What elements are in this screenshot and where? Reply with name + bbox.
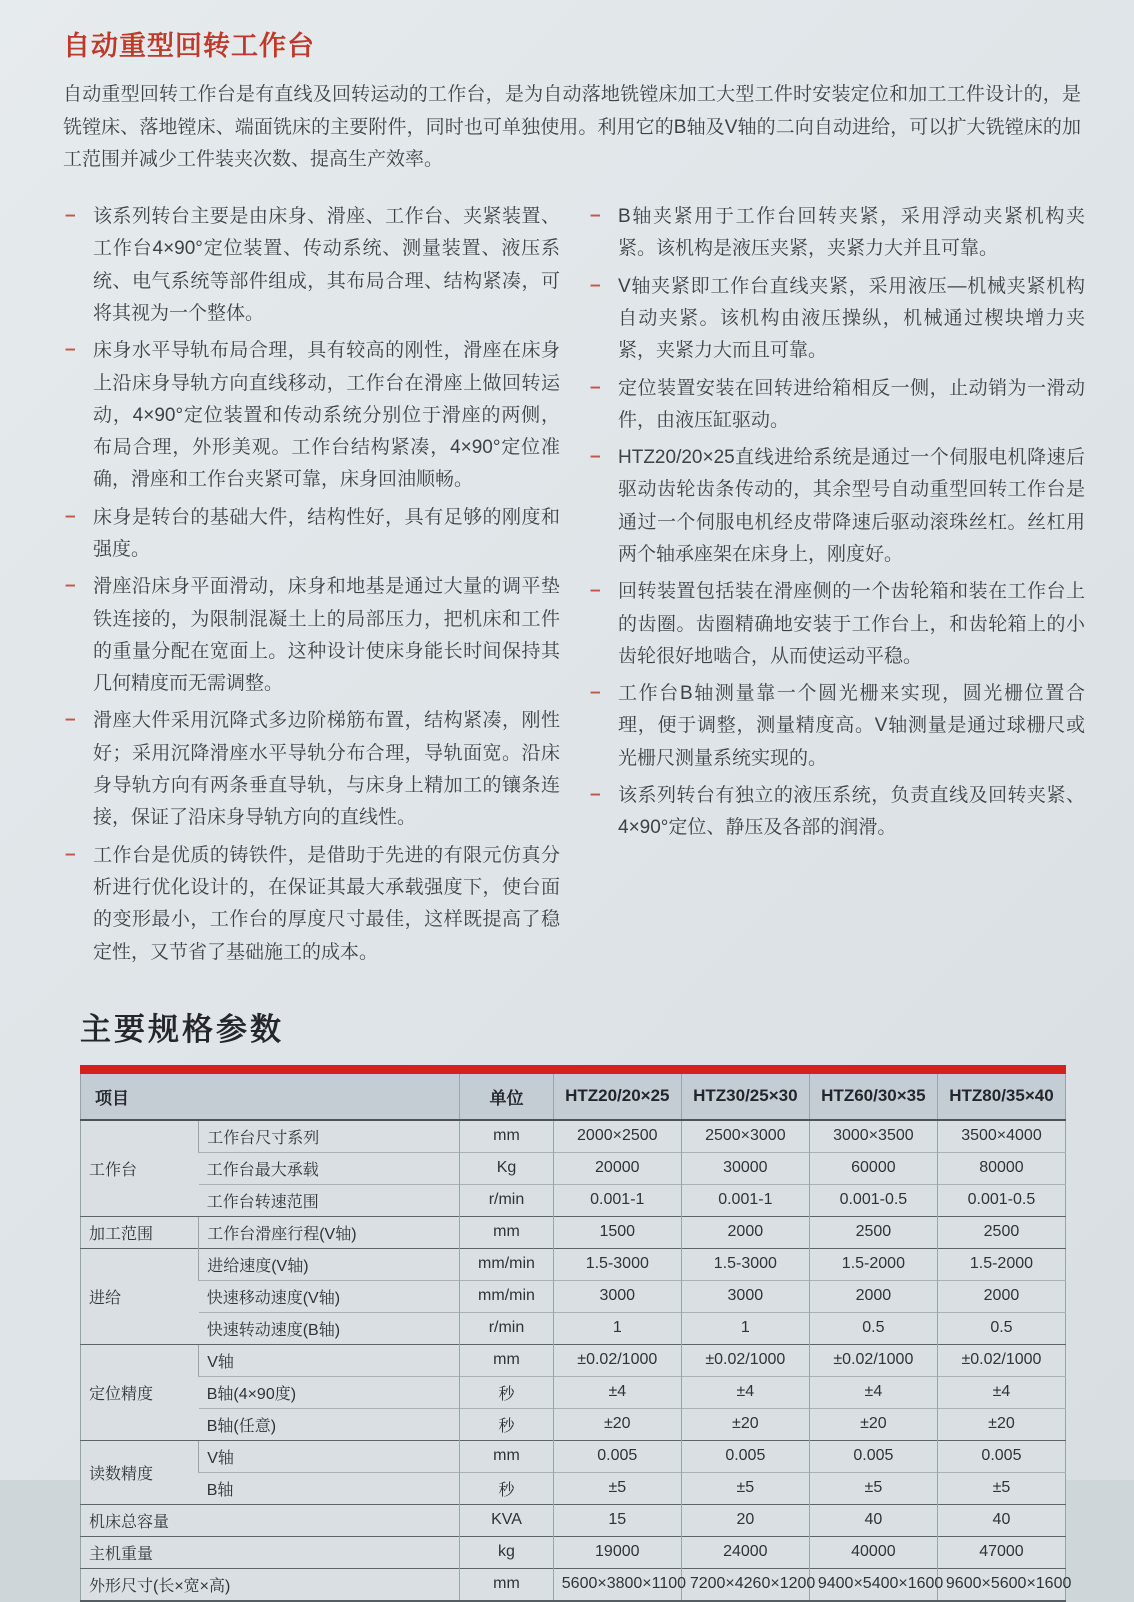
feature-item: – 回转装置包括装在滑座侧的一个齿轮箱和装在工作台上的齿圈。齿圈精确地安装于工作台上，和齿轮箱上的小齿轮很好地啮合，从而使运动平稳。 xyxy=(588,576,1085,673)
row-unit: r/min xyxy=(460,1184,554,1216)
table-row xyxy=(81,1216,1066,1248)
row-value: 40 xyxy=(937,1504,1065,1536)
header-unit: 单位 xyxy=(460,1074,554,1120)
row-value: ±5 xyxy=(681,1472,809,1504)
row-value: ±4 xyxy=(809,1376,937,1408)
feature-item: – V轴夹紧即工作台直线夹紧，采用液压—机械夹紧机构自动夹紧。该机构由液压操纵，机械通过楔块增力夹紧，夹紧力大而且可靠。 xyxy=(588,271,1085,368)
row-value: 2000 xyxy=(937,1280,1065,1312)
row-group-label: 机床总容量 xyxy=(81,1504,460,1536)
feature-item: – B轴夹紧用于工作台回转夹紧，采用浮动夹紧机构夹紧。该机构是液压夹紧，夹紧力大并且可靠。 xyxy=(588,201,1085,266)
row-value: 0.001-1 xyxy=(681,1184,809,1216)
row-value: 47000 xyxy=(937,1536,1065,1568)
feature-column-right xyxy=(588,201,1085,974)
row-unit: KVA xyxy=(460,1504,554,1536)
row-item-label: B轴(任意) xyxy=(199,1408,460,1440)
row-value: ±0.02/1000 xyxy=(553,1344,681,1376)
spec-table-head xyxy=(81,1074,1066,1120)
row-item-label: 工作台最大承载 xyxy=(199,1152,460,1184)
feature-item: – HTZ20/20×25直线进给系统是通过一个伺服电机降速后驱动齿轮齿条传动的，其余型号自动重型回转工作台是通过一个伺服电机经皮带降速后驱动滚珠丝杠。丝杠用两个轴承座架在床身上，刚度好。 xyxy=(588,442,1085,571)
row-value: ±5 xyxy=(553,1472,681,1504)
row-unit: 秒 xyxy=(460,1376,554,1408)
row-group-label: 加工范围 xyxy=(81,1216,199,1248)
feature-item: – 工作台是优质的铸铁件，是借助于先进的有限元仿真分析进行优化设计的，在保证其最大承载强度下，使台面的变形最小，工作台的厚度尺寸最佳，这样既提高了稳定性，又节省了基础施工的成本。 xyxy=(63,840,560,969)
row-value: 1500 xyxy=(553,1216,681,1248)
row-value: ±4 xyxy=(553,1376,681,1408)
feature-item: – 床身是转台的基础大件，结构性好，具有足够的刚度和强度。 xyxy=(63,502,560,567)
row-value: 9400×5400×1600 xyxy=(809,1568,937,1601)
row-value: 1.5-3000 xyxy=(553,1248,681,1280)
row-value: 2500 xyxy=(937,1216,1065,1248)
row-value: 1.5-2000 xyxy=(937,1248,1065,1280)
row-item-label: B轴 xyxy=(199,1472,460,1504)
row-value: 7200×4260×1200 xyxy=(681,1568,809,1601)
feature-item: – 定位装置安装在回转进给箱相反一侧，止动销为一滑动件，由液压缸驱动。 xyxy=(588,373,1085,438)
spec-table-container xyxy=(80,1065,1072,1602)
row-value: 3500×4000 xyxy=(937,1120,1065,1153)
features-right-list xyxy=(588,201,1085,845)
row-value: 0.005 xyxy=(809,1440,937,1472)
row-unit: mm xyxy=(460,1440,554,1472)
row-value: 3000 xyxy=(681,1280,809,1312)
page-title: 自动重型回转工作台 xyxy=(63,31,315,61)
row-value: 0.005 xyxy=(681,1440,809,1472)
row-value: 60000 xyxy=(809,1152,937,1184)
feature-item: – 滑座沿床身平面滑动，床身和地基是通过大量的调平垫铁连接的，为限制混凝土上的局部压力，把机床和工件的重量分配在宽面上。这种设计使床身能长时间保持其几何精度而无需调整。 xyxy=(63,571,560,700)
header-item: 项目 xyxy=(81,1074,460,1120)
row-value: 3000×3500 xyxy=(809,1120,937,1153)
row-value: ±20 xyxy=(809,1408,937,1440)
features-left-list xyxy=(63,201,560,969)
row-value: ±20 xyxy=(553,1408,681,1440)
row-unit: 秒 xyxy=(460,1472,554,1504)
row-value: 2500×3000 xyxy=(681,1120,809,1153)
feature-columns xyxy=(63,201,1085,974)
row-value: 19000 xyxy=(553,1536,681,1568)
row-value: 2000 xyxy=(809,1280,937,1312)
feature-column-left xyxy=(63,201,560,974)
row-value: ±0.02/1000 xyxy=(681,1344,809,1376)
table-row xyxy=(81,1184,1066,1216)
row-value: 2000 xyxy=(681,1216,809,1248)
row-value: 40 xyxy=(809,1504,937,1536)
row-value: ±5 xyxy=(809,1472,937,1504)
row-unit: kg xyxy=(460,1536,554,1568)
row-value: 1.5-3000 xyxy=(681,1248,809,1280)
header-model-1: HTZ20/20×25 xyxy=(553,1074,681,1120)
feature-item: – 床身水平导轨布局合理，具有较高的刚性，滑座在床身上沿床身导轨方向直线移动，工作台在滑座上做回转运动，4×90°定位装置和传动系统分别位于滑座的两侧，布局合理，外形美观。工作台结构紧凑，4×90°定位准确，滑座和工作台夹紧可靠，床身回油顺畅。 xyxy=(63,335,560,496)
feature-item: – 滑座大件采用沉降式多边阶梯筋布置，结构紧凑，刚性好；采用沉降滑座水平导轨分布合理，导轨面宽。沿床身导轨方向有两条垂直导轨，与床身上精加工的镶条连接，保证了沿床身导轨方向的直线性。 xyxy=(63,705,560,834)
table-row xyxy=(81,1344,1066,1376)
table-row xyxy=(81,1312,1066,1344)
row-unit: mm xyxy=(460,1344,554,1376)
table-row xyxy=(81,1504,1066,1536)
row-group-label: 定位精度 xyxy=(81,1344,199,1440)
table-row xyxy=(81,1152,1066,1184)
row-value: 24000 xyxy=(681,1536,809,1568)
row-value: 0.5 xyxy=(937,1312,1065,1344)
feature-item: – 该系列转台主要是由床身、滑座、工作台、夹紧装置、工作台4×90°定位装置、传动系统、测量装置、液压系统、电气系统等部件组成，其布局合理、结构紧凑，可将其视为一个整体。 xyxy=(63,201,560,330)
row-value: 1.5-2000 xyxy=(809,1248,937,1280)
row-value: 5600×3800×1100 xyxy=(553,1568,681,1601)
row-value: ±20 xyxy=(681,1408,809,1440)
table-row xyxy=(81,1408,1066,1440)
row-value: 2500 xyxy=(809,1216,937,1248)
row-value: ±0.02/1000 xyxy=(937,1344,1065,1376)
row-unit: 秒 xyxy=(460,1408,554,1440)
row-value: ±0.02/1000 xyxy=(809,1344,937,1376)
row-value: 9600×5600×1600 xyxy=(937,1568,1065,1601)
row-unit: mm/min xyxy=(460,1280,554,1312)
header-model-4: HTZ80/35×40 xyxy=(937,1074,1065,1120)
row-value: 3000 xyxy=(553,1280,681,1312)
table-row xyxy=(81,1120,1066,1153)
row-unit: mm xyxy=(460,1216,554,1248)
row-value: ±20 xyxy=(937,1408,1065,1440)
row-value: 20000 xyxy=(553,1152,681,1184)
table-row xyxy=(81,1376,1066,1408)
row-value: 0.005 xyxy=(937,1440,1065,1472)
row-value: ±5 xyxy=(937,1472,1065,1504)
spec-table xyxy=(80,1074,1072,1602)
row-unit: Kg xyxy=(460,1152,554,1184)
row-item-label: 快速移动速度(V轴) xyxy=(199,1280,460,1312)
table-row xyxy=(81,1280,1066,1312)
table-header-row xyxy=(81,1074,1066,1120)
row-item-label: V轴 xyxy=(199,1440,460,1472)
row-group-label: 读数精度 xyxy=(81,1440,199,1504)
row-group-label: 进给 xyxy=(81,1248,199,1344)
row-value: 20 xyxy=(681,1504,809,1536)
row-value: 0.5 xyxy=(809,1312,937,1344)
row-unit: mm xyxy=(460,1568,554,1601)
row-value: 30000 xyxy=(681,1152,809,1184)
table-row xyxy=(81,1472,1066,1504)
row-unit: mm xyxy=(460,1120,554,1153)
row-value: 80000 xyxy=(937,1152,1065,1184)
row-value: 0.001-0.5 xyxy=(937,1184,1065,1216)
row-item-label: V轴 xyxy=(199,1344,460,1376)
feature-item: – 该系列转台有独立的液压系统，负责直线及回转夹紧、4×90°定位、静压及各部的润滑。 xyxy=(588,780,1085,845)
table-accent-bar xyxy=(80,1065,1066,1074)
table-row xyxy=(81,1440,1066,1472)
row-value: 0.005 xyxy=(553,1440,681,1472)
row-group-label: 工作台 xyxy=(81,1120,199,1217)
row-unit: mm/min xyxy=(460,1248,554,1280)
row-item-label: 工作台转速范围 xyxy=(199,1184,460,1216)
row-item-label: B轴(4×90度) xyxy=(199,1376,460,1408)
header-model-3: HTZ60/30×35 xyxy=(809,1074,937,1120)
row-value: 1 xyxy=(681,1312,809,1344)
row-value: 0.001-1 xyxy=(553,1184,681,1216)
row-item-label: 快速转动速度(B轴) xyxy=(199,1312,460,1344)
row-value: 2000×2500 xyxy=(553,1120,681,1153)
row-item-label: 工作台尺寸系列 xyxy=(199,1120,460,1153)
table-row xyxy=(81,1568,1066,1601)
table-row xyxy=(81,1536,1066,1568)
row-value: 40000 xyxy=(809,1536,937,1568)
row-item-label: 工作台滑座行程(V轴) xyxy=(199,1216,460,1248)
row-value: 15 xyxy=(553,1504,681,1536)
row-value: ±4 xyxy=(681,1376,809,1408)
table-row xyxy=(81,1248,1066,1280)
intro-paragraph: 自动重型回转工作台是有直线及回转运动的工作台，是为自动落地铣镗床加工大型工件时安装定位和加工工件设计的，是铣镗床、落地镗床、端面铣床的主要附件，同时也可单独使用。利用它的B轴及V轴的二向自动进给，可以扩大铣镗床的加工范围并减少工件装夹次数、提高生产效率。 xyxy=(63,84,1081,171)
row-value: ±4 xyxy=(937,1376,1065,1408)
row-item-label: 进给速度(V轴) xyxy=(199,1248,460,1280)
feature-item: – 工作台B轴测量靠一个圆光栅来实现，圆光栅位置合理，便于调整，测量精度高。V轴测量是通过球栅尺或光栅尺测量系统实现的。 xyxy=(588,678,1085,775)
row-group-label: 主机重量 xyxy=(81,1536,460,1568)
spec-table-body xyxy=(81,1120,1072,1601)
row-value: 0.001-0.5 xyxy=(809,1184,937,1216)
section-title: 主要规格参数 xyxy=(80,1011,284,1047)
row-group-label: 外形尺寸(长×宽×高) xyxy=(81,1568,460,1601)
row-unit: r/min xyxy=(460,1312,554,1344)
row-value: 1 xyxy=(553,1312,681,1344)
header-model-2: HTZ30/25×30 xyxy=(681,1074,809,1120)
